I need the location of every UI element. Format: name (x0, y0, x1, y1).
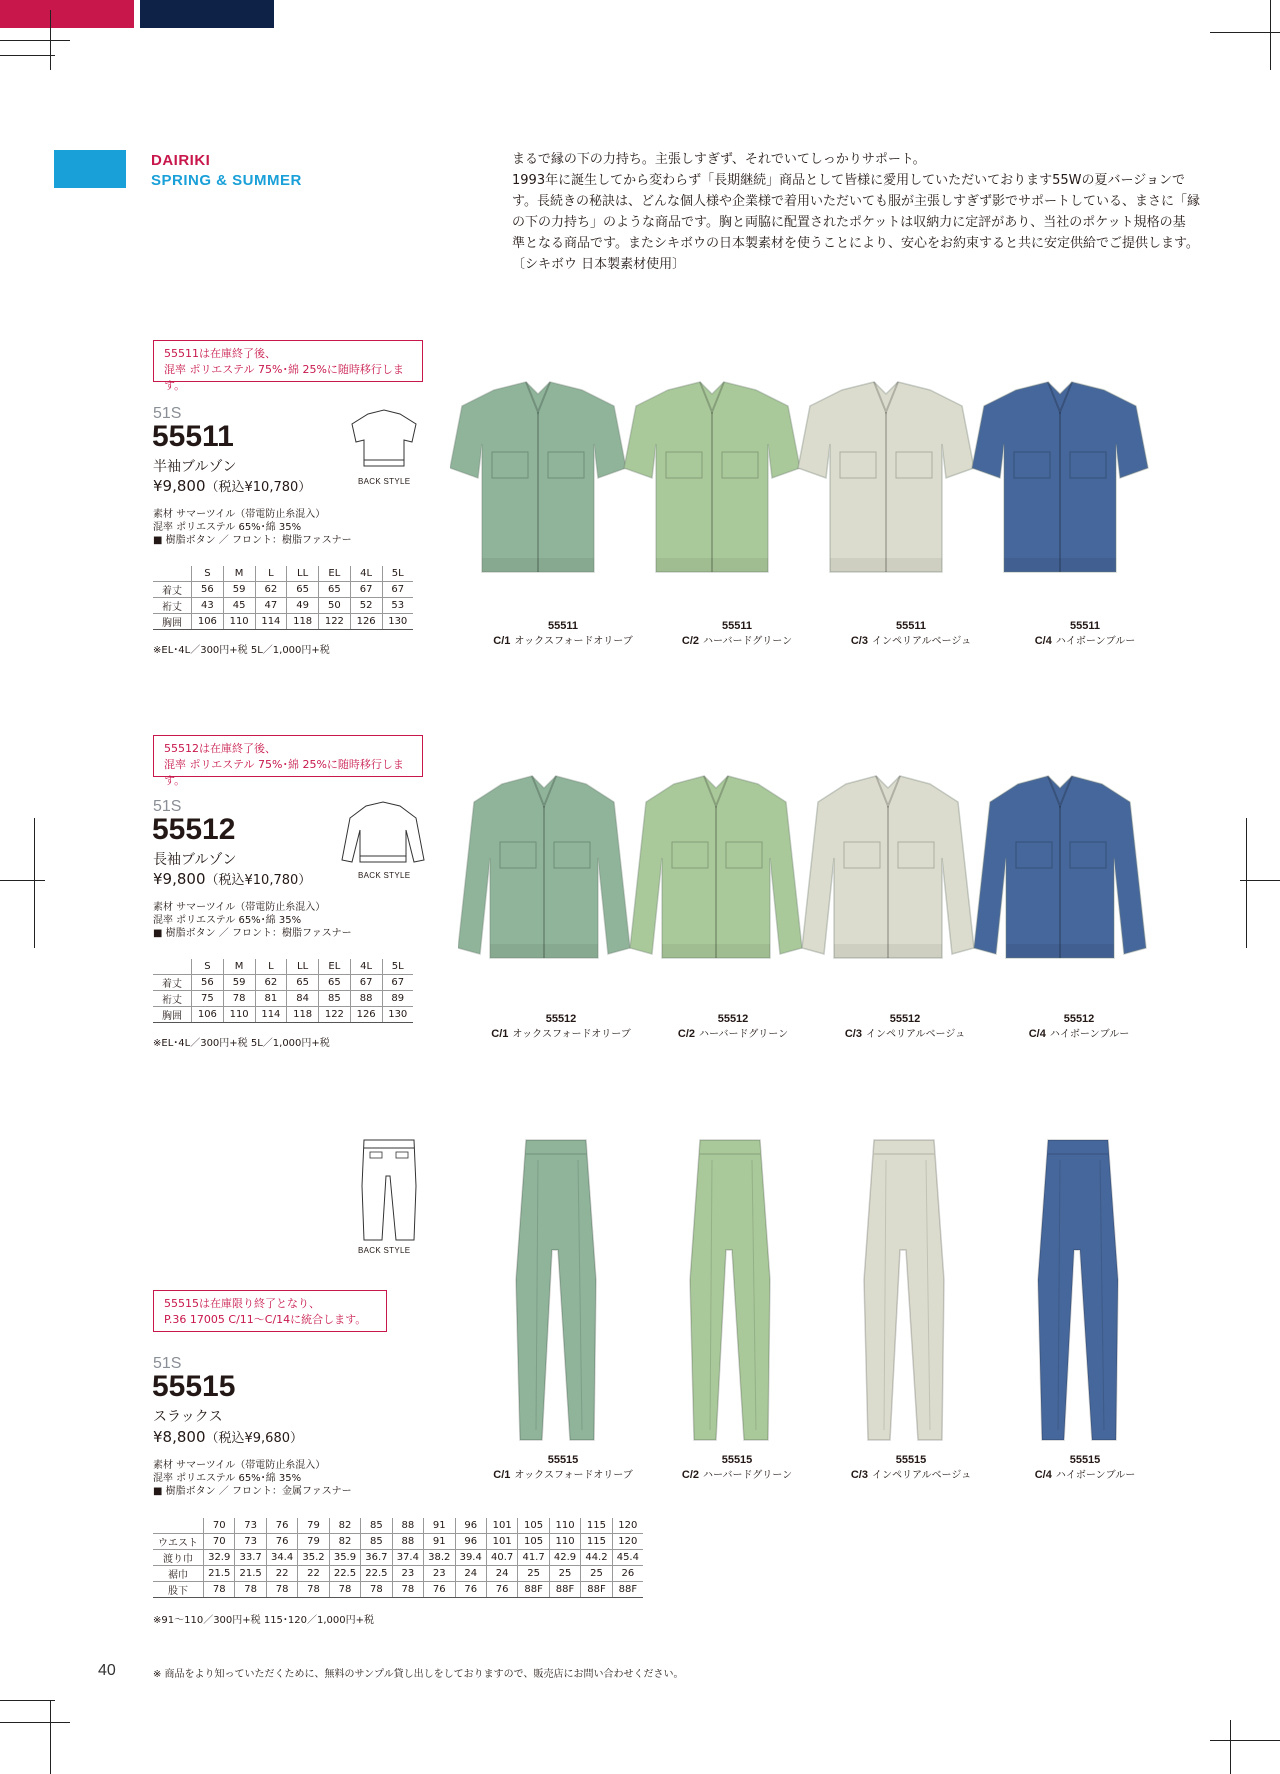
jacket-olive-image (450, 382, 626, 572)
discontinue-notice (153, 340, 423, 392)
jacket-green-image (624, 382, 800, 572)
table-row: 着丈 56 59 62 65 65 67 67 (153, 975, 413, 991)
pants-green-image (690, 1140, 770, 1440)
notice-line: 55515は在庫限り終了となり、 (164, 1297, 320, 1310)
page-number: 40 (98, 1662, 116, 1679)
size-note: ※EL･4L／300円+税 5L／1,000円+税 (153, 1038, 330, 1049)
price-value: ¥8,800 (153, 1428, 206, 1446)
variant-caption: 55511 C/3 インペリアルベージュ (850, 620, 972, 647)
spec-line: ■ 樹脂ボタン ／ フロント：樹脂ファスナー (153, 928, 352, 939)
intro-line: す。長続きの秘訣は、どんな個人様や企業様で着用いただいても服が主張しすぎず影でサポートしている、まさに「縁 (512, 194, 1200, 209)
intro-line: の下の力持ち」のような商品です。胸と両脇に配置されたポケットは収納力に定評があり、当社のポケット規格の基 (512, 215, 1186, 230)
price-tax: （税込¥9,680） (205, 1431, 303, 1446)
intro-line: まるで縁の下の力持ち。主張しすぎず、それでいてしっかりサポート。 (512, 152, 926, 167)
variant-caption: 55511 C/2 ハーバードグリーン (681, 620, 793, 647)
variant-caption: 55512 C/1 オックスフォードオリーブ (491, 1013, 631, 1040)
variant-caption: 55512 C/4 ハイボーンブルー (1028, 1013, 1130, 1040)
price-tax: （税込¥10,780） (205, 480, 312, 495)
header-bar-red (0, 0, 134, 28)
season-label: SPRING & SUMMER (151, 172, 302, 189)
notice-line: 55512は在庫終了後、 (164, 742, 276, 755)
jacket-olive-image (458, 776, 630, 958)
table-row: 着丈 56 59 62 65 65 67 67 (153, 582, 413, 598)
size-note: ※91〜110／300円+税 115･120／1,000円+税 (153, 1615, 375, 1626)
product-price (153, 869, 311, 888)
product-price (153, 476, 311, 495)
size-table (153, 566, 413, 630)
spec-line: 混率 ポリエステル 65%･綿 35% (153, 1473, 302, 1484)
variant-caption: 55512 C/2 ハーバードグリーン (677, 1013, 789, 1040)
spec-line: 混率 ポリエステル 65%･綿 35% (153, 522, 302, 533)
intro-line: 1993年に誕生してから変わらず「長期継続」商品として皆様に愛用していただいております55Wの夏バージョンで (512, 173, 1185, 188)
jacket-beige-image (798, 382, 974, 572)
price-tax: （税込¥10,780） (205, 873, 312, 888)
notice-line: 混率 ポリエステル 75%･綿 25%に随時移行します。 (164, 363, 404, 392)
back-style-label: BACK STYLE (358, 477, 411, 486)
table-header-row: S M L LL EL 4L 5L (153, 566, 413, 582)
variant-caption: 55515 C/1 オックスフォードオリーブ (493, 1454, 633, 1481)
size-table (153, 959, 413, 1023)
back-style-sketch (348, 408, 420, 470)
table-header-row: 70 73 76 79 82 85 88 91 96 101 105 110 115 120 (153, 1518, 643, 1534)
jacket-blue-image (972, 382, 1148, 572)
spec-line: ■ 樹脂ボタン ／ フロント：金属ファスナー (153, 1486, 352, 1497)
spec-block (153, 1459, 352, 1498)
table-row: 裾巾 21.5 21.5 22 22 22.5 22.5 23 23 24 24 25 25 25 26 (153, 1566, 643, 1582)
intro-text (512, 149, 1202, 275)
intro-line: 〔シキボウ 日本製素材使用〕 (512, 257, 686, 272)
intro-line: 準となる商品です。またシキボウの日本製素材を使うことにより、安心をお約束すると共に安定供給でご提供します。 (512, 236, 1199, 251)
table-row: 裄丈 43 45 47 49 50 52 53 (153, 598, 413, 614)
brand-swatch (54, 150, 126, 188)
table-row: 渡り巾 32.9 33.7 34.4 35.2 35.9 36.7 37.4 38.2 39.4 40.7 41.7 42.9 44.2 45.4 (153, 1550, 643, 1566)
spec-block (153, 508, 352, 547)
pants-beige-image (864, 1140, 944, 1440)
spec-line: ■ 樹脂ボタン ／ フロント：樹脂ファスナー (153, 535, 352, 546)
variant-caption: 55515 C/3 インペリアルベージュ (850, 1454, 972, 1481)
notice-line: P.36 17005 C/11〜C/14に統合します。 (164, 1313, 367, 1326)
jacket-green-image (630, 776, 802, 958)
footer-note: ※ 商品をより知っていただくために、無料のサンプル貸し出しをしておりますので、販売店にお問い合わせください。 (153, 1669, 684, 1680)
notice-line: 混率 ポリエステル 75%･綿 25%に随時移行します。 (164, 758, 404, 787)
product-name: 半袖ブルゾン (153, 459, 237, 475)
size-note: ※EL･4L／300円+税 5L／1,000円+税 (153, 645, 330, 656)
series-label: 51S (153, 1355, 182, 1372)
table-header-row: S M L LL EL 4L 5L (153, 959, 413, 975)
variant-caption: 55511 C/4 ハイボーンブルー (1034, 620, 1136, 647)
product-code: 55512 (152, 813, 236, 846)
jacket-blue-image (974, 776, 1146, 958)
brand-name: DAIRIKI (151, 152, 211, 169)
spec-block (153, 901, 352, 940)
variant-caption: 55511 C/1 オックスフォードオリーブ (493, 620, 633, 647)
spec-line: 素材 サマーツイル（帯電防止糸混入） (153, 1460, 326, 1471)
product-name: スラックス (153, 1409, 223, 1425)
pants-blue-image (1038, 1140, 1118, 1440)
table-row: ウエスト 70 73 76 79 82 85 88 91 96 101 105 110 115 120 (153, 1534, 643, 1550)
jacket-beige-image (802, 776, 974, 958)
product-photos (458, 768, 1168, 988)
table-row: 裄丈 75 78 81 84 85 88 89 (153, 991, 413, 1007)
product-code: 55511 (152, 420, 234, 453)
price-value: ¥9,800 (153, 477, 206, 495)
product-photos (450, 372, 1160, 602)
discontinue-notice (153, 1290, 387, 1332)
back-style-label: BACK STYLE (358, 1246, 411, 1255)
product-code: 55515 (152, 1370, 236, 1403)
back-style-label: BACK STYLE (358, 871, 411, 880)
discontinue-notice (153, 735, 423, 787)
variant-caption: 55515 C/4 ハイボーンブルー (1034, 1454, 1136, 1481)
table-row: 股下 78 78 78 78 78 78 78 76 76 76 88F 88F 88F 88F (153, 1582, 643, 1598)
product-name: 長袖ブルゾン (153, 852, 237, 868)
variant-caption: 55512 C/3 インペリアルベージュ (844, 1013, 966, 1040)
notice-line: 55511は在庫終了後、 (164, 347, 276, 360)
table-row: 胸囲 106 110 114 118 122 126 130 (153, 1007, 413, 1023)
product-price (153, 1427, 303, 1446)
back-style-sketch (340, 800, 426, 866)
spec-line: 素材 サマーツイル（帯電防止糸混入） (153, 509, 326, 520)
series-label: 51S (153, 405, 182, 422)
header-bar-navy (140, 0, 274, 28)
product-photos (506, 1138, 1166, 1448)
spec-line: 素材 サマーツイル（帯電防止糸混入） (153, 902, 326, 913)
series-label: 51S (153, 798, 182, 815)
table-row: 胸囲 106 110 114 118 122 126 130 (153, 614, 413, 630)
back-style-sketch (358, 1136, 420, 1244)
size-table (153, 1518, 643, 1598)
spec-line: 混率 ポリエステル 65%･綿 35% (153, 915, 302, 926)
variant-caption: 55515 C/2 ハーバードグリーン (681, 1454, 793, 1481)
pants-olive-image (516, 1140, 596, 1440)
price-value: ¥9,800 (153, 870, 206, 888)
